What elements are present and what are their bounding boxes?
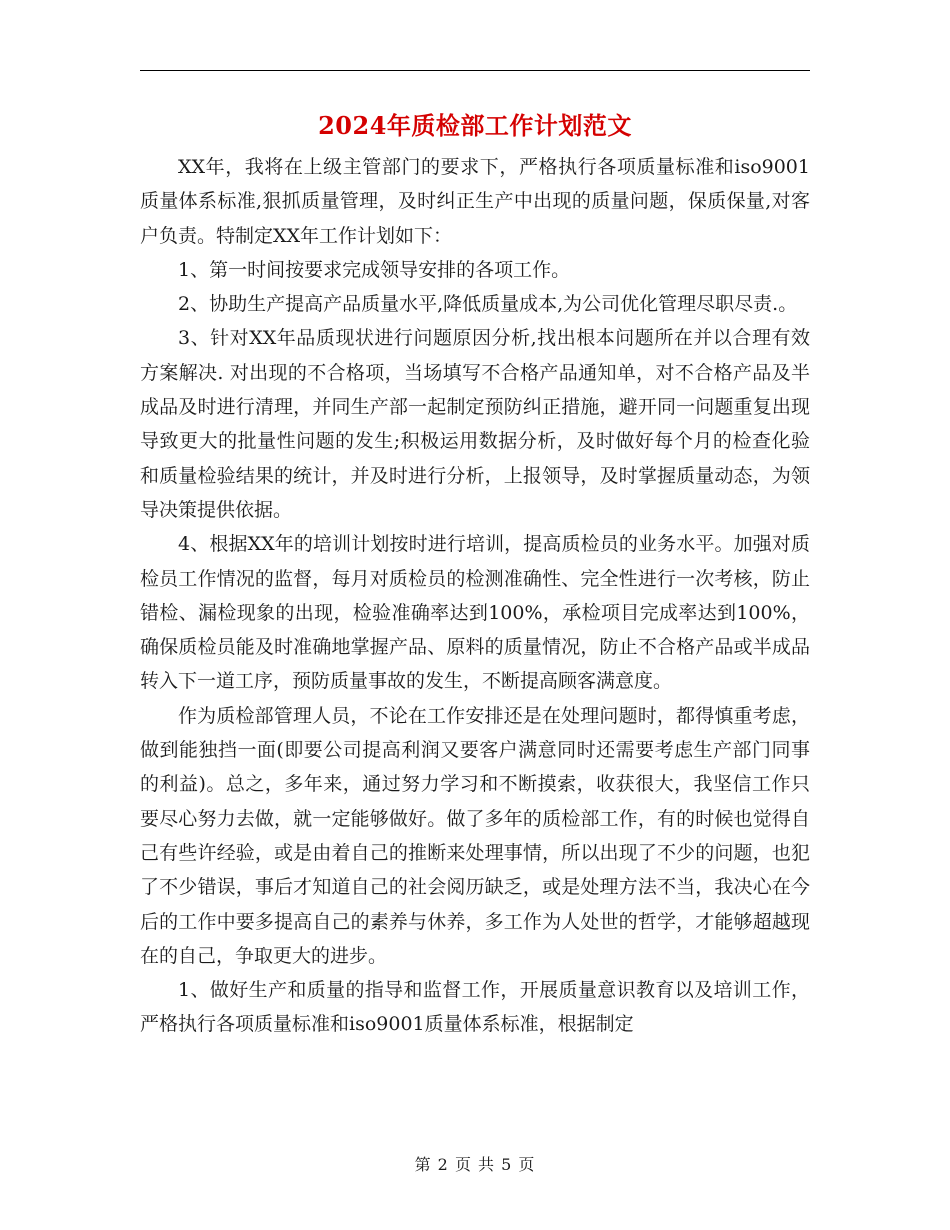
document-body bbox=[140, 150, 810, 1042]
document-title: 2024年质检部工作计划范文 bbox=[318, 111, 632, 140]
paragraph-item-2: 2、协助生产提高产品质量水平,降低质量成本,为公司优化管理尽职尽责.。 bbox=[178, 293, 798, 316]
page-footer: 第 2 页 共 5 页 bbox=[414, 1155, 536, 1174]
header-rule bbox=[140, 70, 810, 71]
paragraph-item-4: 4、根据XX年的培训计划按时进行培训，提高质检员的业务水平。加强对质检员工作情况的监督，每月对质检员的检测准确性、完全性进行一次考核，防止错检、漏检现象的出现，检验准确率达到100%，承检项目完成率达到100%，确保质检员能及时准确地掌握产品、原料的质量情况，防止不合格产品或半成品转入下一道工序，预防质量事故的发生，不断提高顾客满意度。 bbox=[140, 533, 810, 693]
paragraph-intro: XX年，我将在上级主管部门的要求下，严格执行各项质量标准和iso9001质量体系标准,狠抓质量管理，及时纠正生产中出现的质量问题，保质保量,对客户负责。特制定XX年工作计划如下： bbox=[140, 156, 810, 247]
paragraph-item-1: 1、第一时间按要求完成领导安排的各项工作。 bbox=[178, 258, 571, 281]
paragraph-item-3: 3、针对XX年品质现状进行问题原因分析,找出根本问题所在并以合理有效方案解决. 对出现的不合格项，当场填写不合格产品通知单，对不合格产品及半成品及时进行清理，并同生产部一起制定预防纠正措施，避开同一问题重复出现导致更大的批量性问题的发生;积极运用数据分析，及时做好每个月的检查化验和质量检验结果的统计，并及时进行分析，上报领导，及时掌握质量动态，为领导决策提供依据。 bbox=[140, 327, 810, 521]
paragraph-plan-item-1: 1、做好生产和质量的指导和监督工作，开展质量意识教育以及培训工作，严格执行各项质量标准和iso9001质量体系标准，根据制定 bbox=[140, 979, 810, 1036]
paragraph-summary: 作为质检部管理人员，不论在工作安排还是在处理问题时，都得慎重考虑，做到能独挡一面(即要公司提高利润又要客户满意同时还需要考虑生产部门同事的利益)。总之，多年来，通过努力学习和不断摸索，收获很大，我坚信工作只要尽心努力去做，就一定能够做好。做了多年的质检部工作，有的时候也觉得自己有些许经验，或是由着自己的推断来处理事情，所以出现了不少的问题，也犯了不少错误，事后才知道自己的社会阅历缺乏，或是处理方法不当，我决心在今后的工作中要多提高自己的素养与休养，多工作为人处世的哲学，才能够超越现在的自己，争取更大的进步。 bbox=[140, 704, 810, 967]
